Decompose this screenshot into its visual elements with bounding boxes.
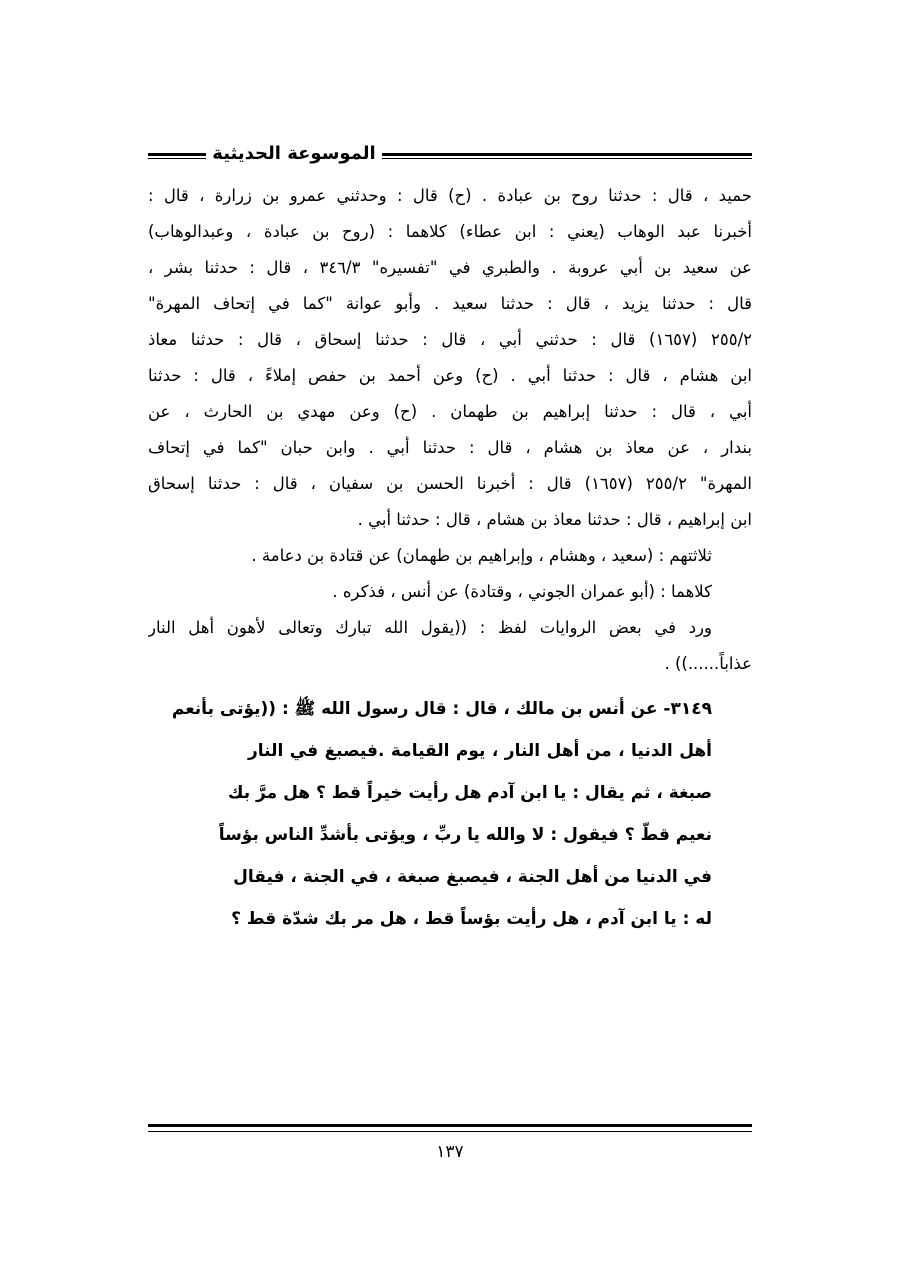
header-rule-right xyxy=(382,153,752,159)
hadith-line: نعيم قطّ ؟ فيقول : لا والله يا ربِّ ، ويؤتى بأشدِّ الناس بؤساً xyxy=(218,825,712,845)
text-line: قال : حدثنا يزيد ، قال : حدثنا سعيد . وأبو عوانة "كما في إتحاف المهرة" xyxy=(148,294,752,313)
running-header xyxy=(148,138,752,172)
text-line: عن سعيد بن أبي عروبة . والطبري في "تفسيره" ٣٤٦/٣ ، قال : حدثنا بشر ، xyxy=(148,258,752,277)
footer-rule xyxy=(148,1124,752,1132)
header-rule-left xyxy=(148,153,206,159)
text-line: حميد ، قال : حدثنا روح بن عبادة . (ح) قال : وحدثني عمرو بن زرارة ، قال : xyxy=(148,186,752,205)
page-body xyxy=(148,178,752,940)
text-line: المهرة" ٢٥٥/٢ (١٦٥٧) قال : أخبرنا الحسن بن سفيان ، قال : حدثنا إسحاق xyxy=(148,474,752,493)
text-line: ابن إبراهيم ، قال : حدثنا معاذ بن هشام ، قال : حدثنا أبي . xyxy=(357,510,752,529)
text-line: ٢٥٥/٢ (١٦٥٧) قال : حدثني أبي ، قال : حدثنا إسحاق ، قال : حدثنا معاذ xyxy=(148,330,752,349)
note-narrators-both: كلاهما : (أبو عمران الجوني ، وقتادة) عن أنس ، فذكره . xyxy=(332,582,712,601)
wording-note-line: عذاباً......)) . xyxy=(664,654,752,673)
hadith-line: في الدنيا من أهل الجنة ، فيصبغ صبغة ، في الجنة ، فيقال xyxy=(233,867,712,887)
hadith-line: ٣١٤٩- عن أنس بن مالك ، قال : قال رسول الله ﷺ : ((يؤتى بأنعم xyxy=(171,699,712,719)
hadith-block xyxy=(148,688,752,940)
hadith-line: له : يا ابن آدم ، هل رأيت بؤساً قط ، هل مر بك شدّة قط ؟ xyxy=(231,909,712,929)
hadith-line: صبغة ، ثم يقال : يا ابن آدم هل رأيت خيراً قط ؟ هل مرَّ بك xyxy=(227,783,712,803)
hadith-line: أهل الدنيا ، من أهل النار ، يوم القيامة .فيصبغ في النار xyxy=(248,741,712,761)
text-line: أخبرنا عبد الوهاب (يعني : ابن عطاء) كلاهما : (روح بن عبادة ، وعبدالوهاب) xyxy=(148,222,752,241)
header-title: الموسوعة الحديثية xyxy=(212,143,376,164)
text-line: أبي ، قال : حدثنا إبراهيم بن طهمان . (ح) وعن مهدي بن الحارث ، عن xyxy=(148,402,752,421)
page-number: ١٣٧ xyxy=(436,1142,464,1162)
note-narrators-three: ثلاثتهم : (سعيد ، وهشام ، وإبراهيم بن طهمان) عن قتادة بن دعامة . xyxy=(251,546,712,565)
text-line: ابن هشام ، قال : حدثنا أبي . (ح) وعن أحمد بن حفص إملاءً ، قال : حدثنا xyxy=(148,366,752,385)
wording-note-line: ورد في بعض الروايات لفظ : ((يقول الله تبارك وتعالى لأهون أهل النار xyxy=(148,618,712,637)
text-line: بندار ، عن معاذ بن هشام ، قال : حدثنا أبي . وابن حبان "كما في إتحاف xyxy=(148,438,752,457)
